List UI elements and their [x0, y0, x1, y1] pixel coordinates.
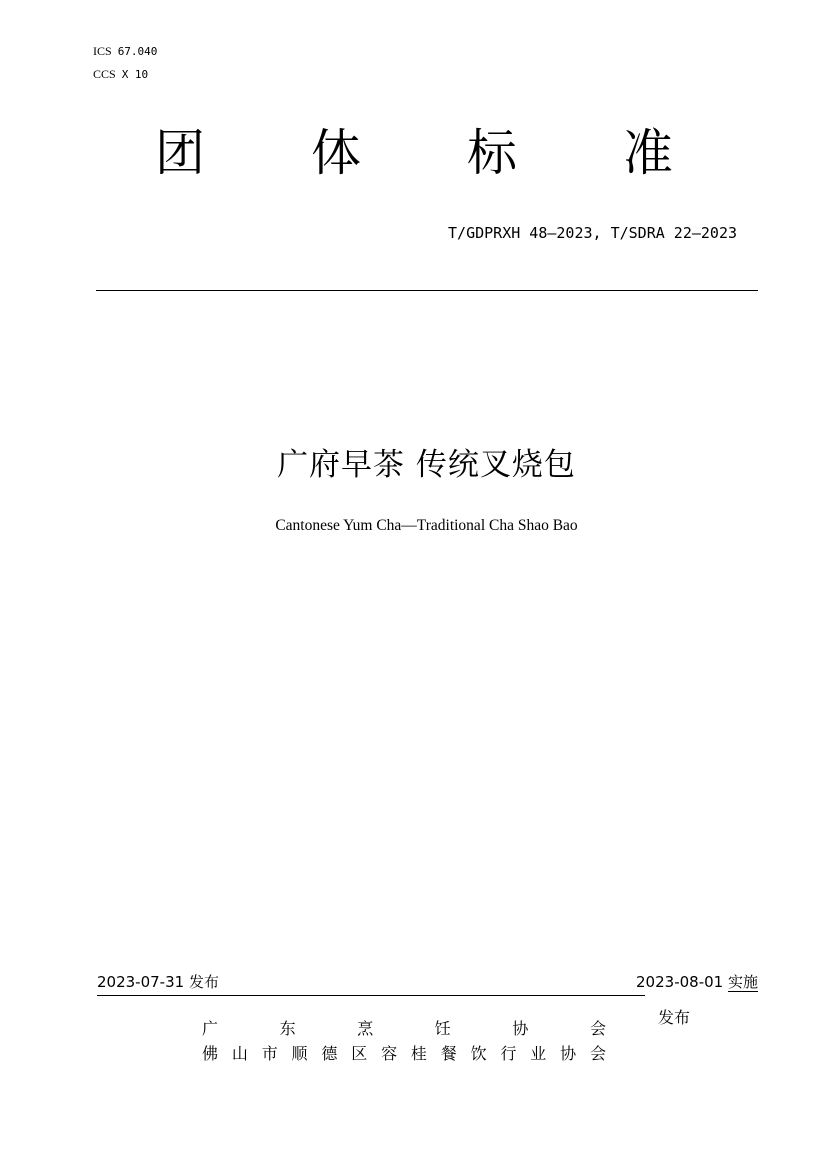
org2-char: 市: [261, 1044, 278, 1063]
standard-type-char: 准: [623, 124, 673, 182]
org2-char: 佛: [202, 1044, 219, 1063]
org2-char: 行: [500, 1044, 517, 1063]
footer-divider: [97, 995, 645, 996]
ccs-code: [93, 63, 157, 86]
document-title-en: Cantonese Yum Cha—Traditional Cha Shao Bao: [275, 517, 578, 534]
issuing-organization-2: [202, 1043, 606, 1065]
org1-char: 广: [202, 1019, 219, 1038]
org2-char: 桂: [410, 1044, 427, 1063]
document-title-zh: 广府早茶 传统叉烧包: [277, 447, 576, 483]
header-divider: [96, 290, 758, 291]
org1-char: 会: [589, 1019, 606, 1038]
org2-char: 顺: [291, 1044, 308, 1063]
standard-type-char: 标: [467, 124, 517, 182]
org1-char: 东: [279, 1019, 296, 1038]
org2-char: 区: [351, 1044, 368, 1063]
issuing-organization-1: [202, 1018, 606, 1040]
org2-char: 容: [381, 1044, 398, 1063]
ccs-value: X 10: [121, 68, 149, 81]
org2-char: 饮: [470, 1044, 487, 1063]
org1-char: 饪: [434, 1019, 451, 1038]
ics-label: ICS: [93, 44, 112, 58]
ics-value: 67.040: [117, 45, 158, 58]
org1-char: 协: [512, 1019, 529, 1038]
org2-char: 德: [321, 1044, 338, 1063]
org2-char: 业: [530, 1044, 547, 1063]
classification-codes: [93, 40, 157, 86]
standard-number: T/GDPRXH 48—2023, T/SDRA 22—2023: [448, 224, 737, 242]
org2-char: 协: [560, 1044, 577, 1063]
ccs-label: CCS: [93, 67, 116, 81]
implementation-date-line: [636, 971, 758, 992]
issue-date-line: [97, 971, 219, 992]
standard-type-char: 团: [155, 124, 205, 182]
org1-char: 烹: [357, 1019, 374, 1038]
ics-code: [93, 40, 157, 63]
implementation-label: 实施: [727, 973, 758, 991]
publish-label: 发布: [658, 1008, 691, 1027]
org2-char: 会: [589, 1044, 606, 1063]
standard-type-char: 体: [311, 124, 361, 182]
implementation-date: 2023-08-01: [636, 973, 724, 991]
issue-date: 2023-07-31: [97, 973, 185, 991]
org2-char: 餐: [440, 1044, 457, 1063]
issue-label: 发布: [188, 973, 219, 991]
org2-char: 山: [231, 1044, 248, 1063]
standard-type-heading: [155, 122, 673, 184]
